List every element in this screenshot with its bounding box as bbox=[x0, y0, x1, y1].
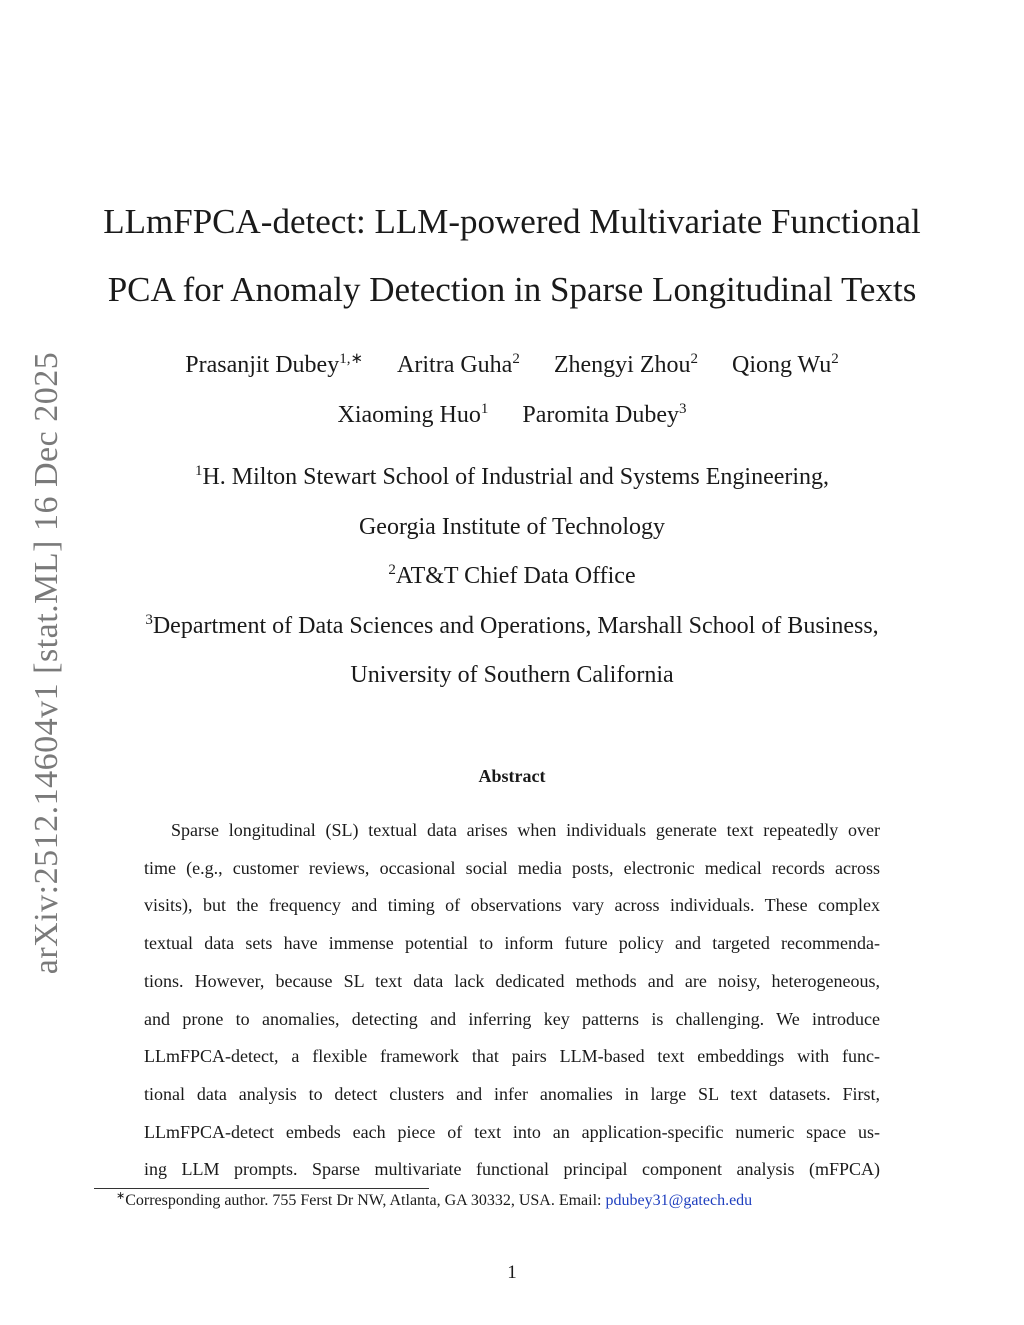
author: Paromita Dubey$^3$ bbox=[522, 401, 687, 428]
abstract-line: LLmFPCA-detect, a flexible framework that pairs LLM-based text embeddings with func- bbox=[144, 1046, 880, 1067]
abstract-line: Sparse longitudinal (SL) textual data arises when individuals generate text repeatedly over bbox=[171, 820, 880, 840]
author: Qiong Wu$^2$ bbox=[731, 351, 839, 378]
arxiv-identifier-stamp: arXiv:2512.14604v1 [stat.ML] 16 Dec 2025 bbox=[28, 351, 65, 975]
abstract-heading: Abstract bbox=[478, 766, 546, 786]
paper-title bbox=[90, 188, 934, 324]
author: Prasanjit Dubey$^{1,∗}$ bbox=[185, 351, 364, 378]
author: Aritra Guha$^2$ bbox=[397, 351, 520, 378]
abstract-line: textual data sets have immense potential to inform future policy and targeted recommenda- bbox=[144, 933, 880, 954]
affiliations bbox=[60, 453, 964, 701]
author-line-1 bbox=[90, 340, 934, 390]
abstract-line: LLmFPCA-detect embeds each piece of text into an application-specific numeric space us- bbox=[144, 1121, 880, 1142]
footnote-divider bbox=[94, 1188, 429, 1189]
abstract-line: and prone to anomalies, detecting and inferring key patterns is challenging. We introduce bbox=[144, 1008, 880, 1029]
abstract-line: tions. However, because SL text data lack dedicated methods and are noisy, heterogeneous, bbox=[144, 970, 880, 991]
affiliation-1-institution: Georgia Institute of Technology bbox=[358, 513, 666, 540]
abstract-line: tional data analysis to detect clusters and infer anomalies in large SL text datasets. First, bbox=[144, 1083, 880, 1104]
abstract-body bbox=[144, 812, 880, 1189]
abstract-line: time (e.g., customer reviews, occasional social media posts, electronic medical records across bbox=[144, 857, 880, 878]
abstract-line: ing LLM prompts. Sparse multivariate functional principal component analysis (mFPCA) bbox=[144, 1159, 880, 1180]
affiliation-3-institution: University of Southern California bbox=[350, 662, 674, 689]
author-line-2 bbox=[90, 390, 934, 440]
corresponding-author-footnote: ∗Corresponding author. 755 Ferst Dr NW, Atlanta, GA 30332, USA. Email: pdubey31@gatech.edu bbox=[116, 1190, 753, 1209]
affiliation-1: $^1$H. Milton Stewart School of Industrial and Systems Engineering, bbox=[194, 463, 830, 490]
author: Zhengyi Zhou$^2$ bbox=[553, 351, 698, 378]
abstract-line: visits), but the frequency and timing of observations vary across individuals. These complex bbox=[144, 895, 880, 916]
page-number: 1 bbox=[507, 1262, 517, 1283]
author: Xiaoming Huo$^1$ bbox=[337, 401, 489, 428]
email-link[interactable]: pdubey31@gatech.edu bbox=[605, 1192, 753, 1209]
author-list bbox=[90, 340, 934, 440]
title-line-2: PCA for Anomaly Detection in Sparse Longitudinal Texts bbox=[107, 270, 917, 309]
affiliation-2: $^2$AT&T Chief Data Office bbox=[388, 562, 636, 590]
affiliation-3: $^3$Department of Data Sciences and Operations, Marshall School of Business, bbox=[145, 611, 879, 639]
title-line-1: LLmFPCA-detect: LLM-powered Multivariate Functional bbox=[103, 202, 921, 241]
